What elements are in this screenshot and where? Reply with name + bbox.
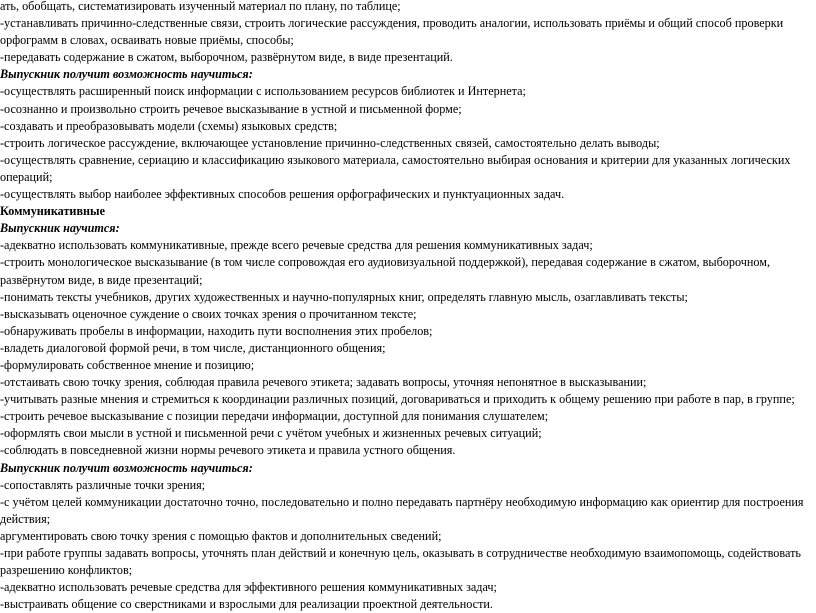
section-subheading: Выпускник научится: xyxy=(0,221,120,236)
list-item: -строить речевое высказывание с позиции передачи информации, доступной для понимания слушателем; xyxy=(0,409,549,424)
list-item: -создавать и преобразовывать модели (схемы) языковых средств; xyxy=(0,118,338,133)
list-item: -выстраивать общение со сверстниками и взрослыми для реализации проектной деятельности. xyxy=(0,597,493,612)
list-item: -осуществлять сравнение, сериацию и классификацию языкового материала, самостоятельно выбирая основания и критерии для указанных логических операций; xyxy=(0,152,791,184)
list-item: -обнаруживать пробелы в информации, находить пути восполнения этих пробелов; xyxy=(0,323,433,338)
section-communicative-extended xyxy=(0,460,816,613)
list-item: -адекватно использовать речевые средства для эффективного решения коммуникативных задач; xyxy=(0,580,497,595)
list-item: -с учётом целей коммуникации достаточно точно, последовательно и полно передавать партнёру необходимую информацию как ориентир для построения действия; xyxy=(0,494,804,526)
section-heading: Коммуникативные xyxy=(0,204,105,219)
list-item: ать, обобщать, систематизировать изученный материал по плану, по таблице; xyxy=(0,0,401,13)
list-item: -осуществлять расширенный поиск информации с использованием ресурсов библиотек и Интернета; xyxy=(0,84,526,99)
list-item: -адекватно использовать коммуникативные, прежде всего речевые средства для решения коммуникативных задач; xyxy=(0,238,593,253)
section-subheading: Выпускник получит возможность научиться: xyxy=(0,460,253,475)
list-item: -понимать тексты учебников, других художественных и научно-популярных книг, определять главную мысль, озаглавливать тексты; xyxy=(0,289,688,304)
list-item: -оформлять свои мысли в устной и письменной речи с учётом учебных и жизненных речевых ситуаций; xyxy=(0,426,542,441)
list-item: -осуществлять выбор наиболее эффективных способов решения орфографических и пунктуационных задач. xyxy=(0,187,565,202)
list-item: -учитывать разные мнения и стремиться к координации различных позиций, договариваться и приходить к общему решению при работе в пар, в группе; xyxy=(0,392,795,407)
list-item: -строить монологическое высказывание (в том числе сопровождая его аудиовизуальной поддержкой), передавая содержание в сжатом, выборочном, развёрнутом виде, в виде презентаций; xyxy=(0,255,771,287)
list-item: -формулировать собственное мнение и позицию; xyxy=(0,357,255,372)
section-subheading: Выпускник получит возможность научиться: xyxy=(0,67,253,82)
list-item: -при работе группы задавать вопросы, уточнять план действий и конечную цель, оказывать в сотрудничестве необходимую взаимопомощь, содействовать разрешению конфликтов; xyxy=(0,546,801,578)
list-item: -сопоставлять различные точки зрения; xyxy=(0,477,206,492)
list-item: -отстаивать свою точку зрения, соблюдая правила речевого этикета; задавать вопросы, уточняя непонятное в высказывании; xyxy=(0,375,647,390)
list-item: -высказывать оценочное суждение о своих точках зрения о прочитанном тексте; xyxy=(0,306,417,321)
list-item: -строить логическое рассуждение, включающее установление причинно-следственных связей, самостоятельно делать выводы; xyxy=(0,135,660,150)
list-item: -владеть диалоговой формой речи, в том числе, дистанционного общения; xyxy=(0,340,386,355)
list-item: -передавать содержание в сжатом, выборочном, развёрнутом виде, в виде презентаций. xyxy=(0,50,453,65)
section-cognitive-extended xyxy=(0,66,816,203)
section-cognitive-continued xyxy=(0,0,816,66)
list-item: аргументировать свою точку зрения с помощью фактов и дополнительных сведений; xyxy=(0,528,442,543)
list-item: -устанавливать причинно-следственные связи, строить логические рассуждения, проводить аналогии, использовать приёмы и общий способ проверки орфограмм в словах, осваивать новые приёмы, способы; xyxy=(0,16,784,48)
section-communicative xyxy=(0,203,816,459)
list-item: -соблюдать в повседневной жизни нормы речевого этикета и правила устного общения. xyxy=(0,443,456,458)
list-item: -осознанно и произвольно строить речевое высказывание в устной и письменной форме; xyxy=(0,101,462,116)
